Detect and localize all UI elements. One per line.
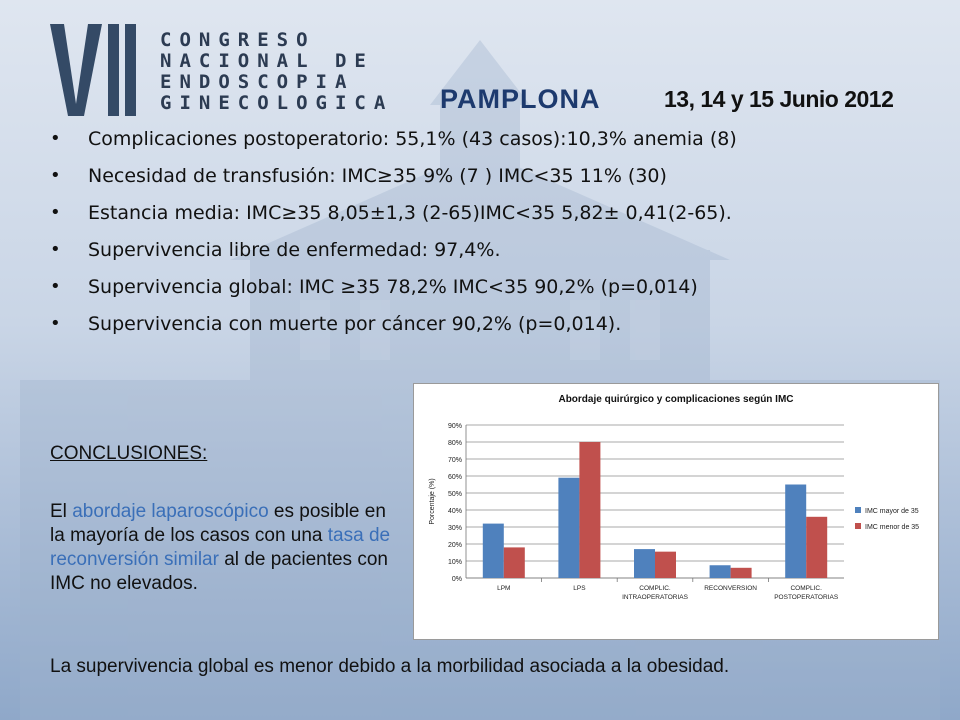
x-tick-label: INTRAOPERATORIAS (622, 594, 688, 601)
congress-line: CONGRESO (160, 29, 316, 51)
list-item-text: Supervivencia global: IMC ≥35 78,2% IMC<35 90,2% (p=0,014) (88, 276, 698, 298)
conclusions-highlight: abordaje laparoscópico (72, 501, 269, 522)
bullet-icon: • (50, 313, 61, 334)
city-name: PAMPLONA (440, 84, 601, 114)
y-tick-label: 70% (447, 457, 462, 464)
bar (806, 517, 827, 578)
bar (504, 547, 525, 578)
chart-plot (414, 384, 938, 639)
congress-logo-viii (50, 24, 150, 116)
list-item-text: Estancia media: IMC≥35 8,05±1,3 (2-65)IMC<35 5,82± 0,41(2-65). (88, 202, 732, 224)
bullet-icon: • (50, 276, 61, 297)
bullet-icon: • (50, 202, 61, 223)
congress-line: ENDOSCOPIA (160, 71, 355, 93)
bar (785, 485, 806, 579)
list-item (50, 235, 930, 272)
conclusions-text-part: es posible en la mayoría de los casos con una (50, 501, 386, 546)
bullet-icon: • (50, 128, 61, 149)
conclusions-highlight: tasa de reconversión similar (50, 525, 391, 570)
chart-title: Abordaje quirúrgico y complicaciones según IMC (558, 394, 794, 405)
bar-chart (413, 383, 939, 640)
bar (655, 552, 676, 578)
list-item (50, 161, 930, 198)
congress-name (160, 30, 393, 114)
event-dates: 13, 14 y 15 Junio 2012 (664, 86, 894, 112)
final-conclusion: La supervivencia global es menor debido a la morbilidad asociada a la obesidad. (50, 656, 730, 677)
y-tick-label: 10% (447, 559, 462, 566)
x-tick-label: COMPLIC. (790, 585, 822, 592)
conclusions-title: CONCLUSIONES: (50, 443, 208, 464)
list-item (50, 272, 930, 309)
list-item-text: Complicaciones postoperatorio: 55,1% (43 casos):10,3% anemia (8) (88, 128, 737, 150)
y-tick-label: 90% (447, 423, 462, 430)
x-tick-label: LPM (497, 585, 511, 592)
list-item-text: Supervivencia con muerte por cáncer 90,2% (p=0,014). (88, 313, 622, 335)
x-tick-label: POSTOPERATORIAS (774, 594, 839, 601)
y-tick-label: 0% (451, 576, 462, 583)
y-tick-label: 60% (447, 474, 462, 481)
bar (483, 524, 504, 578)
list-item-text: Necesidad de transfusión: IMC≥35 9% (7 ) IMC<35 11% (30) (88, 165, 667, 187)
list-item (50, 309, 930, 346)
y-tick-label: 30% (447, 525, 462, 532)
congress-line: NACIONAL DE (160, 50, 374, 72)
conclusions-text-part: al de pacientes con IMC no elevados. (50, 549, 388, 594)
bullet-icon: • (50, 165, 61, 186)
conclusions-text-part: El (50, 501, 73, 522)
legend-label: IMC menor de 35 (865, 524, 920, 531)
bar (710, 565, 731, 578)
list-item (50, 124, 930, 161)
bar (634, 549, 655, 578)
x-tick-label: RECONVERSION (704, 585, 757, 592)
bar (558, 478, 579, 578)
y-tick-label: 20% (447, 542, 462, 549)
bar (731, 568, 752, 578)
x-tick-label: LPS (573, 585, 586, 592)
y-tick-label: 80% (447, 440, 462, 447)
x-tick-label: COMPLIC. (639, 585, 671, 592)
legend-swatch (855, 507, 861, 513)
list-item-text: Supervivencia libre de enfermedad: 97,4%. (88, 239, 501, 261)
y-tick-label: 40% (447, 508, 462, 515)
conclusions-text (50, 500, 400, 596)
congress-line: GINECOLOGICA (160, 92, 394, 114)
list-item (50, 198, 930, 235)
y-tick-label: 50% (447, 491, 462, 498)
legend-label: IMC mayor de 35 (865, 508, 919, 515)
results-list (50, 124, 930, 346)
y-axis-label: Porcentaje (%) (429, 478, 436, 525)
bar (579, 442, 600, 578)
bullet-icon: • (50, 239, 61, 260)
legend-swatch (855, 523, 861, 529)
